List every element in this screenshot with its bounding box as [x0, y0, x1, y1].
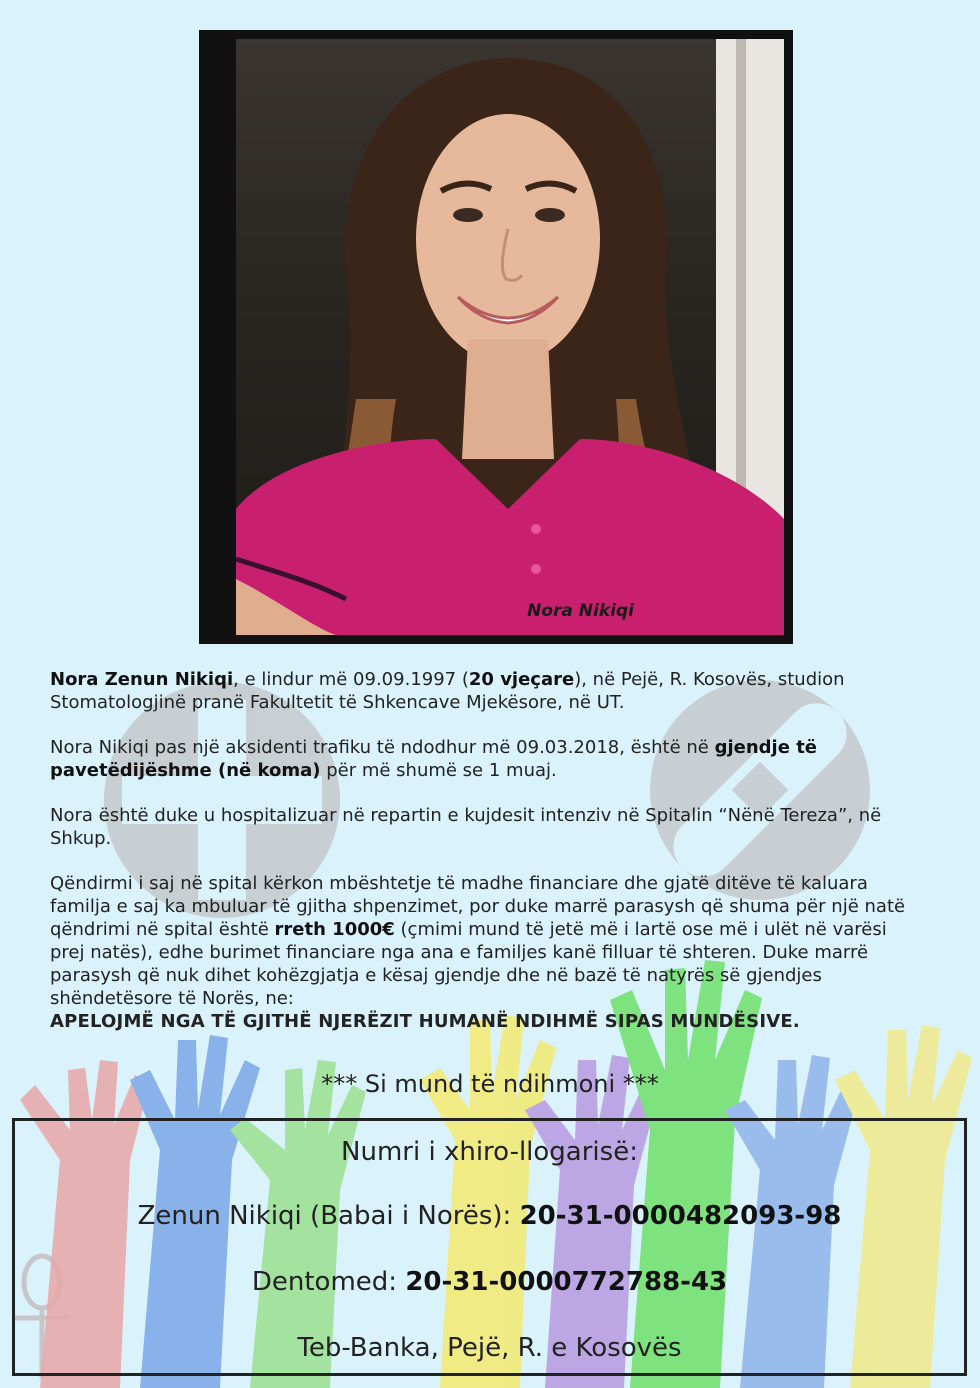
nightly-cost: rreth 1000€: [274, 919, 395, 940]
place-text: ), në Pejë, R. Kosovës, studion Stomatologjinë pranë Fakultetit të Shkencave Mjekësore, në UT.: [50, 669, 845, 713]
account1-label: Zenun Nikiqi (Babai i Norës):: [137, 1201, 520, 1231]
bank-name: Teb-Banka, Pejë, R. e Kosovës: [297, 1333, 682, 1363]
portrait-illustration: [236, 39, 784, 635]
condition: gjendje të pavetëdijëshme (në koma): [50, 737, 818, 781]
hospital-paragraph: Nora është duke u hospitalizuar në repartin e kujdesit intenziv në Spitalin “Nënë Tereza”, në Shkup.: [50, 805, 882, 849]
intro-paragraph: [50, 668, 910, 714]
account2-label: Dentomed:: [251, 1267, 406, 1297]
bank-details-box: [12, 1118, 967, 1376]
appeal-text: APELOJMË NGA TË GJITHË NJERËZIT HUMANË NDIHMË SIPAS MUNDËSIVE.: [50, 1011, 800, 1032]
story-text: [50, 668, 910, 1033]
portrait-photo: [236, 39, 784, 635]
born-text: , e lindur më 09.09.1997 (: [233, 669, 469, 690]
support-text-2: (çmimi mund të jetë më i lartë ose më i ulët në varësi prej natës), edhe burimet financiare nga ana e familjes kanë filluar të shteren. Duke marrë parasysh që nuk dihet kohëzgjatja e kësaj gjendje dhe në bazë të natyrës së gjendjes shëndetësore të Norës, ne:: [50, 919, 887, 1009]
full-name: Nora Zenun Nikiqi: [50, 669, 234, 690]
support-text-1: Qëndirmi i saj në spital kërkon mbështetje të madhe financiare dhe gjatë ditëve të kaluara familja e saj ka mbuluar të gjitha shpenzimet, por duke marrë parasysh që shuma për një natë qëndrimi në spital është: [50, 873, 906, 940]
account-row-dentomed: [15, 1267, 964, 1297]
how-to-help-heading: *** Si mund të ndihmoni ***: [321, 1070, 659, 1098]
age: 20 vjeçare: [468, 669, 575, 690]
portrait-caption: Nora Nikiqi: [527, 601, 634, 621]
account-row-father: [15, 1201, 964, 1231]
portrait-frame: [199, 30, 793, 644]
bank-heading: Numri i xhiro-llogarisë:: [341, 1137, 638, 1167]
account2-number: 20-31-0000772788-43: [405, 1267, 728, 1297]
duration-text: për më shumë se 1 muaj.: [320, 760, 557, 781]
accident-text: Nora Nikiqi pas një aksidenti trafiku të ndodhur më 09.03.2018, është në: [50, 737, 715, 758]
account1-number: 20-31-0000482093-98: [519, 1201, 842, 1231]
accident-paragraph: [50, 736, 910, 782]
support-paragraph: [50, 872, 910, 1033]
